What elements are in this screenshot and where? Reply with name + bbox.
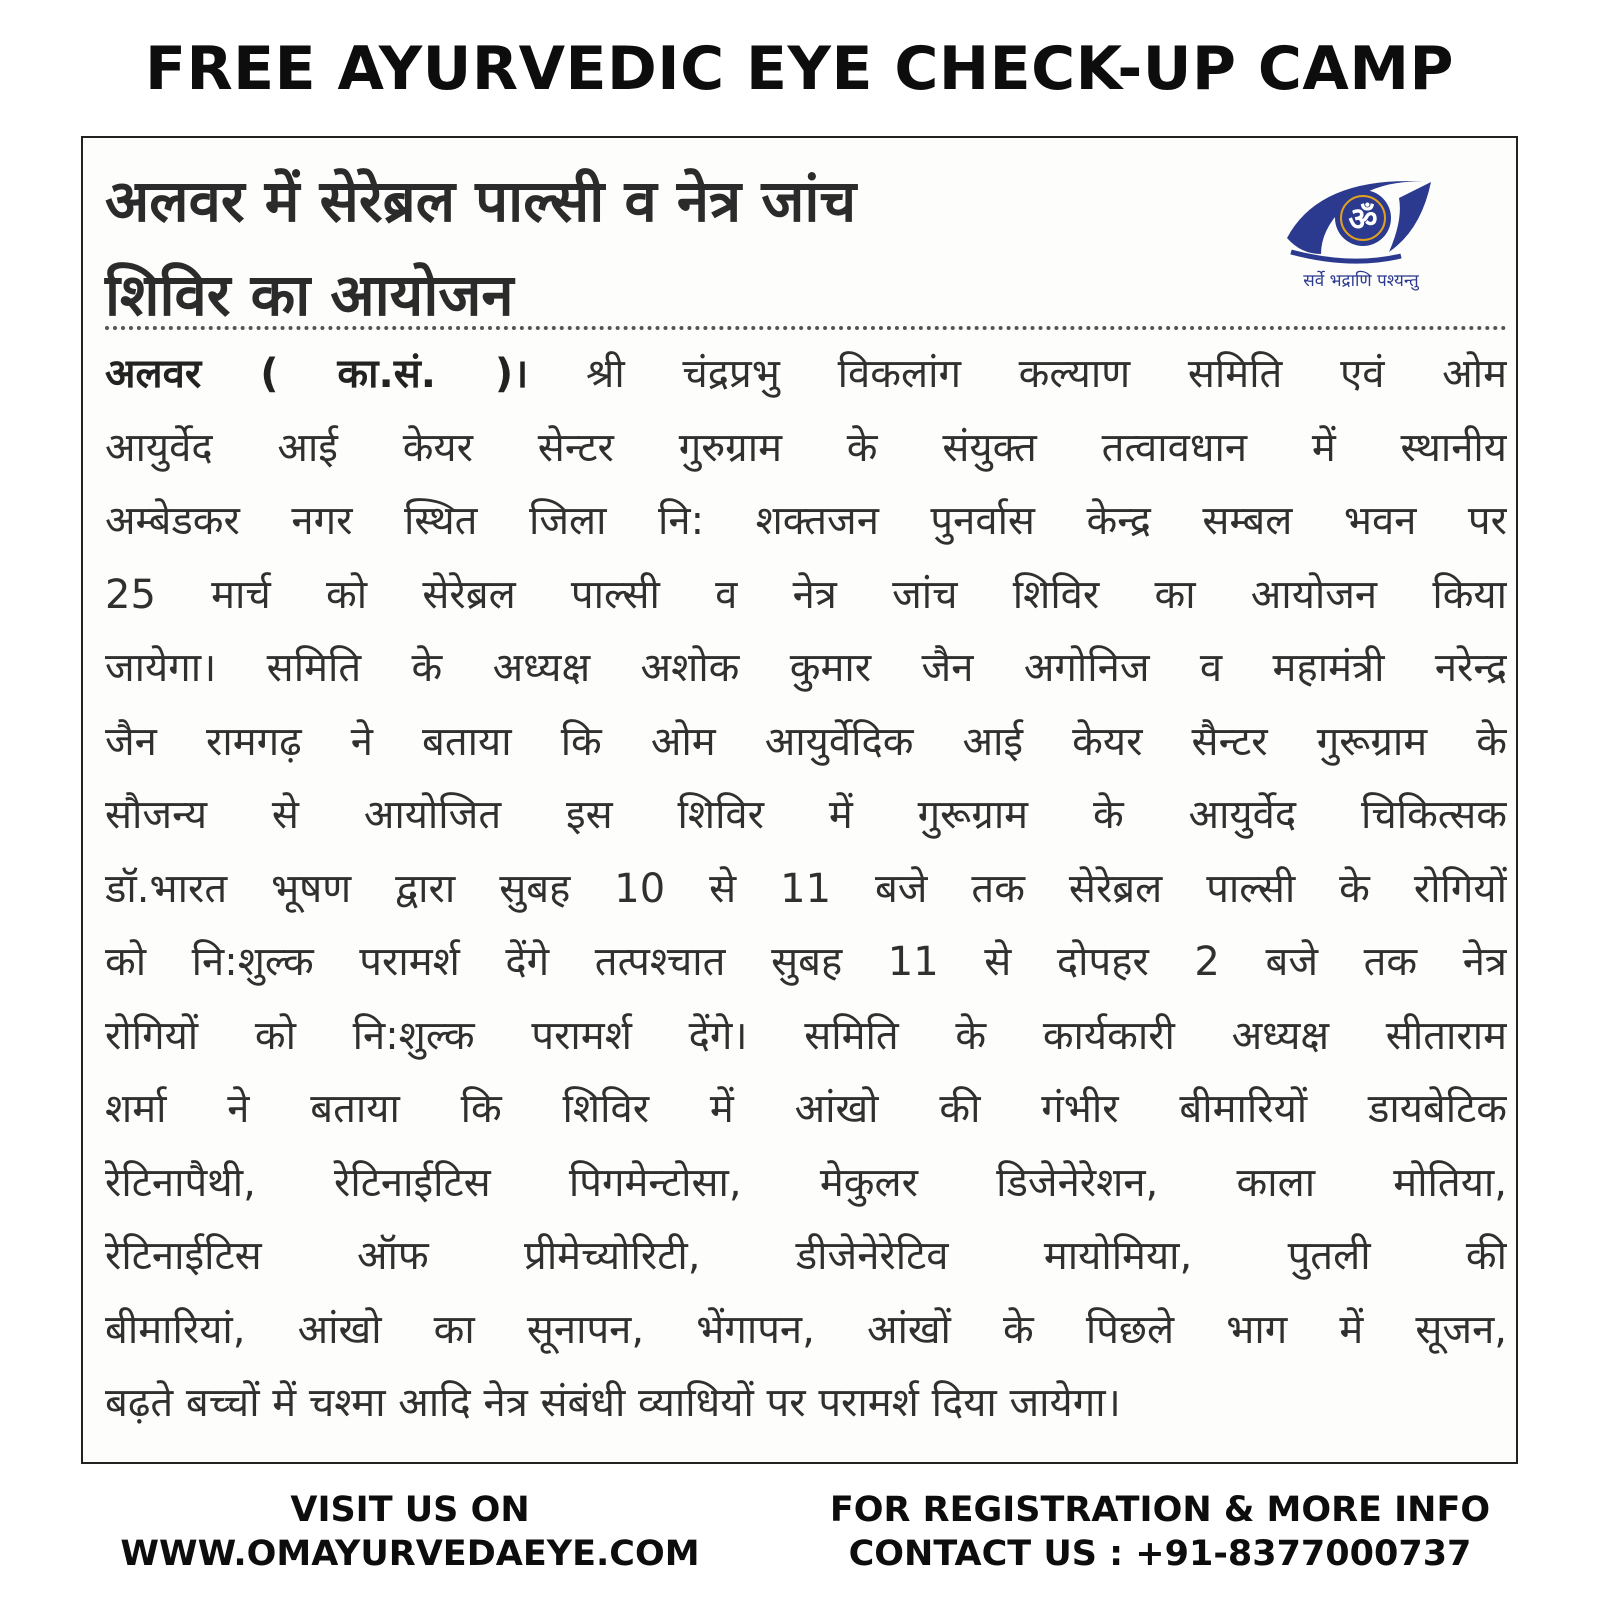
article-line: सौजन्य से आयोजित इस शिविर में गुरूग्राम के आयुर्वेद चिकित्सक — [105, 792, 1507, 838]
headline-line-2: शिविर का आयोजन — [105, 261, 514, 329]
poster-title: FREE AYURVEDIC EYE CHECK-UP CAMP — [144, 34, 1455, 104]
article-dateline: अलवर ( का.सं. )। — [105, 351, 529, 397]
article-body — [105, 338, 1507, 1441]
article-line-text: श्री चंद्रप्रभु विकलांग कल्याण समिति एवं ओम — [586, 351, 1507, 397]
article-line: जायेगा। समिति के अध्यक्ष अशोक कुमार जैन अगोनिज व महामंत्री नरेन्द्र — [105, 645, 1507, 691]
article-line: रेटिनापैथी, रेटिनाईटिस पिगमेन्टोसा, मेकुलर डिजेनेरेशन, काला मोतिया, — [105, 1159, 1507, 1206]
article-line: को नि:शुल्क परामर्श देंगे तत्पश्चात सुबह 11 से दोपहर 2 बजे तक नेत्र — [105, 939, 1507, 985]
article-line: रेटिनाईटिस ऑफ प्रीमेच्योरिटी, डीजेनेरेटिव मायोमिया, पुतली की — [105, 1233, 1507, 1279]
article-line: 25 मार्च को सेरेब्रल पाल्सी व नेत्र जांच शिविर का आयोजन किया — [105, 571, 1507, 618]
article-line: डॉ.भारत भूषण द्वारा सुबह 10 से 11 बजे तक सेरेब्रल पाल्सी के रोगियों — [105, 865, 1507, 912]
article-line: शर्मा ने बताया कि शिविर में आंखो की गंभीर बीमारियों डायबेटिक — [105, 1086, 1507, 1132]
registration-label: FOR REGISTRATION & MORE INFO — [829, 1490, 1491, 1530]
newspaper-clipping — [81, 136, 1518, 1464]
headline-divider — [105, 326, 1507, 330]
website-link[interactable]: WWW.OMAYURVEDAEYE.COM — [120, 1534, 700, 1574]
om-symbol: ॐ — [1348, 200, 1378, 238]
headline-line-1: अलवर में सेरेब्रल पाल्सी व नेत्र जांच — [105, 167, 857, 235]
contact-phone[interactable]: CONTACT US : +91-8377000737 — [848, 1534, 1472, 1574]
article-line: रोगियों को नि:शुल्क परामर्श देंगे। समिति के कार्यकारी अध्यक्ष सीताराम — [105, 1012, 1507, 1059]
article-line — [105, 338, 1507, 412]
article-line: अम्बेडकर नगर स्थित जिला नि: शक्तजन पुनर्वास केन्द्र सम्बल भवन पर — [105, 498, 1507, 544]
article-line: आयुर्वेद आई केयर सेन्टर गुरुग्राम के संयुक्त तत्वावधान में स्थानीय — [105, 424, 1507, 471]
footer-contact-block — [800, 1488, 1520, 1576]
clipping-headline — [105, 154, 1245, 342]
visit-label: VISIT US ON — [290, 1490, 530, 1530]
logo-tagline: सर्वे भद्राणि पश्यन्तु — [1303, 271, 1419, 291]
article-line: जैन रामगढ़ ने बताया कि ओम आयुर्वेदिक आई केयर सैन्टर गुरूग्राम के — [105, 718, 1507, 765]
article-line: बीमारियां, आंखो का सूनापन, भेंगापन, आंखों के पिछले भाग में सूजन, — [105, 1306, 1507, 1353]
om-eye-logo-icon — [1281, 168, 1441, 268]
om-eye-logo — [1281, 168, 1441, 298]
footer-website-block — [90, 1488, 730, 1576]
article-line: बढ़ते बच्चों में चश्मा आदि नेत्र संबंधी व्याधियों पर परामर्श दिया जायेगा। — [105, 1380, 1121, 1426]
